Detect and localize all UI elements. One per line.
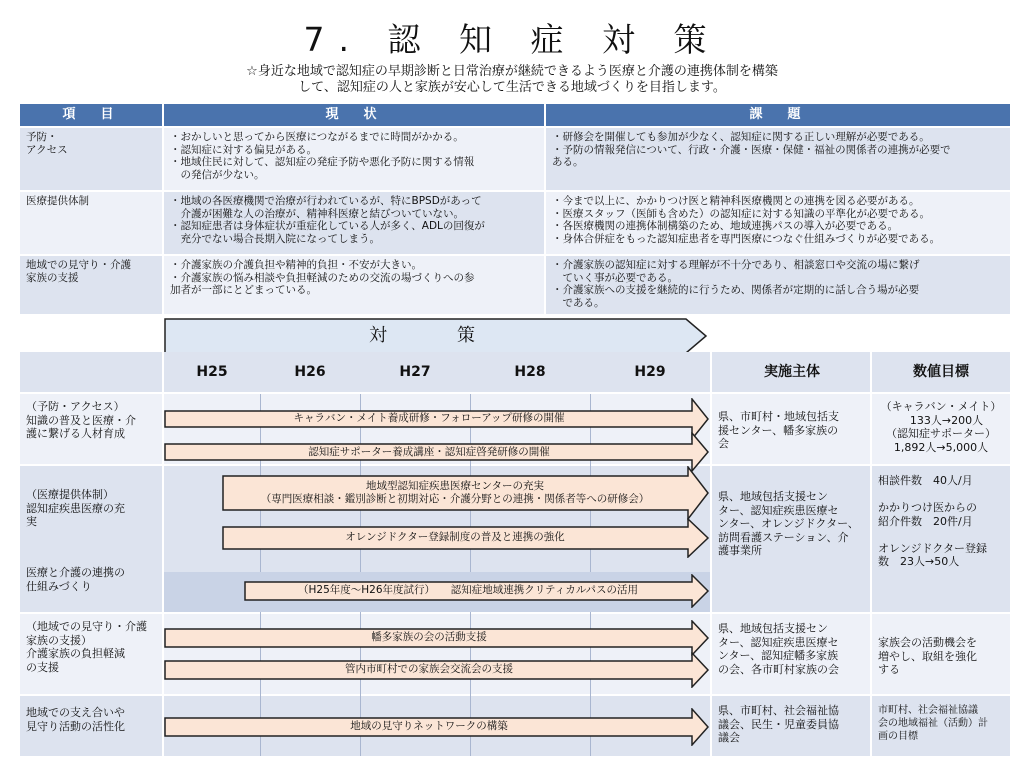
year-h27: H27	[399, 364, 431, 380]
page-title: 7. 認 知 症 対 策	[303, 20, 721, 59]
group-3-target: 家族会の活動機会を 増やし、取組を強化 する	[878, 636, 977, 676]
row-1-item: 予防・ アクセス	[20, 128, 162, 190]
group-1-target: （キャラバン・メイト） 133人→200人 （認知症サポーター） 1,892人→5,000人	[880, 400, 1002, 454]
row-3-issue: ・介護家族の認知症に対する理解が不十分であり、相談窓口や交流の場に繋げ ていく事が必要である。 ・介護家族への支援を継続的に行うため、関係者が定期的に話し合う場が必要 である。	[546, 256, 1010, 314]
group-3-entity: 県、地域包括支援セン ター、認知症疾患医療セ ンター、認知症幡多家族 の会、各市町村家族の会	[718, 622, 839, 676]
group-2-label-2: 医療と介護の連携の 仕組みづくり	[26, 566, 125, 593]
arrow-medical-center-label: 地域型認知症疾患医療センターの充実 （専門医療相談・鑑別診断と初期対応・介護分野との連携・関係者等への研修会）	[260, 480, 650, 505]
col-target: 数値目標	[913, 364, 969, 380]
group-2-entity: 県、地域包括支援セン ター、認知症疾患医療セ ンター、オレンジドクター、 訪問看護ステーション、介 護事業所	[718, 490, 859, 557]
year-h28: H28	[514, 364, 546, 380]
group-3-label: （地域での見守り・介護 家族の支援） 介護家族の負担軽減 の支援	[26, 620, 147, 674]
subtitle-line-1: ☆身近な地域で認知症の早期診断と日常治療が継続できるよう医療と介護の連携体制を構築	[246, 64, 778, 79]
group-4-label: 地域での支え合いや 見守り活動の活性化	[26, 706, 125, 733]
year-h26: H26	[294, 364, 326, 380]
year-h29: H29	[634, 364, 666, 380]
group-2-label: （医療提供体制） 認知症疾患医療の充 実	[26, 488, 125, 528]
row-1-status: ・おかしいと思ってから医療につながるまでに時間がかかる。 ・認知症に対する偏見がある。 ・地域住民に対して、認知症の発症予防や悪化予防に関する情報 の発信が少ない。	[164, 128, 544, 190]
col-entity: 実施主体	[764, 364, 820, 380]
arrow-supporter-label: 認知症サポーター養成講座・認知症啓発研修の開催	[308, 446, 550, 458]
arrow-caravan-mate-label: キャラバン・メイト養成研修・フォローアップ研修の開催	[293, 412, 565, 424]
arrow-family-association-label: 幡多家族の会の活動支援	[371, 631, 487, 643]
header-issue: 課 題	[546, 104, 1010, 126]
group-1-label: （予防・アクセス） 知識の普及と医療・介 護に繋げる人材育成	[26, 400, 136, 440]
header-item: 項 目	[20, 104, 162, 126]
arrow-watch-network-label: 地域の見守りネットワークの構築	[350, 720, 508, 732]
arrow-critical-path-label: （H25年度～H26年度試行） 認知症地域連携クリティカルパスの活用	[298, 584, 638, 596]
header-status: 現 状	[164, 104, 544, 126]
group-4-target: 市町村、社会福祉協議 会の地域福祉（活動）計 画の目標	[878, 705, 988, 742]
group-2-target: 相談件数 40人/月 かかりつけ医からの 紹介件数 20件/月 オレンジドクター登録 数 23人→50人	[878, 474, 988, 568]
banner-label: 対 策	[369, 325, 479, 346]
row-3-item: 地域での見守り・介護 家族の支援	[20, 256, 162, 314]
row-2-item: 医療提供体制	[20, 192, 162, 254]
row-3-status: ・介護家族の介護負担や精神的負担・不安が大きい。 ・介護家族の悩み相談や負担軽減のための交流の場づくりへの参 加者が一部にとどまっている。	[164, 256, 544, 314]
row-2-issue: ・今まで以上に、かかりつけ医と精神科医療機関との連携を図る必要がある。 ・医療スタッフ（医師も含めた）の認知症に対する知識の平準化が必要である。 ・各医療機関の連携体制構築のため、地域連携パスの導入が必要である。 ・身体合併症をもった認知症患者を専門医療につなぐ仕組みづくりが必要である。	[546, 192, 1010, 254]
arrow-orange-doctor-label: オレンジドクター登録制度の普及と連携の強化	[345, 531, 565, 543]
row-1-issue: ・研修会を開催しても参加が少なく、認知症に関する正しい理解が必要である。 ・予防の情報発信について、行政・介護・医療・保健・福祉の関係者の連携が必要で ある。	[546, 128, 1010, 190]
subtitle-line-2: して、認知症の人と家族が安心して生活できる地域づくりを目指します。	[298, 80, 726, 95]
row-2-status: ・地域の各医療機関で治療が行われているが、特にBPSDがあって 介護が困難な人の治療が、精神科医療と結びついていない。 ・認知症患者は身体症状が重症化している人が多く、ADLの回復が 充分でない場合長期入院になってしまう。	[164, 192, 544, 254]
group-1-entity: 県、市町村・地域包括支 援センター、幡多家族の 会	[718, 410, 839, 450]
year-h25: H25	[196, 364, 228, 380]
arrow-family-exchange-label: 管内市町村での家族会交流会の支援	[345, 663, 513, 675]
group-4-entity: 県、市町村、社会福祉協 議会、民生・児童委員協 議会	[718, 704, 839, 744]
